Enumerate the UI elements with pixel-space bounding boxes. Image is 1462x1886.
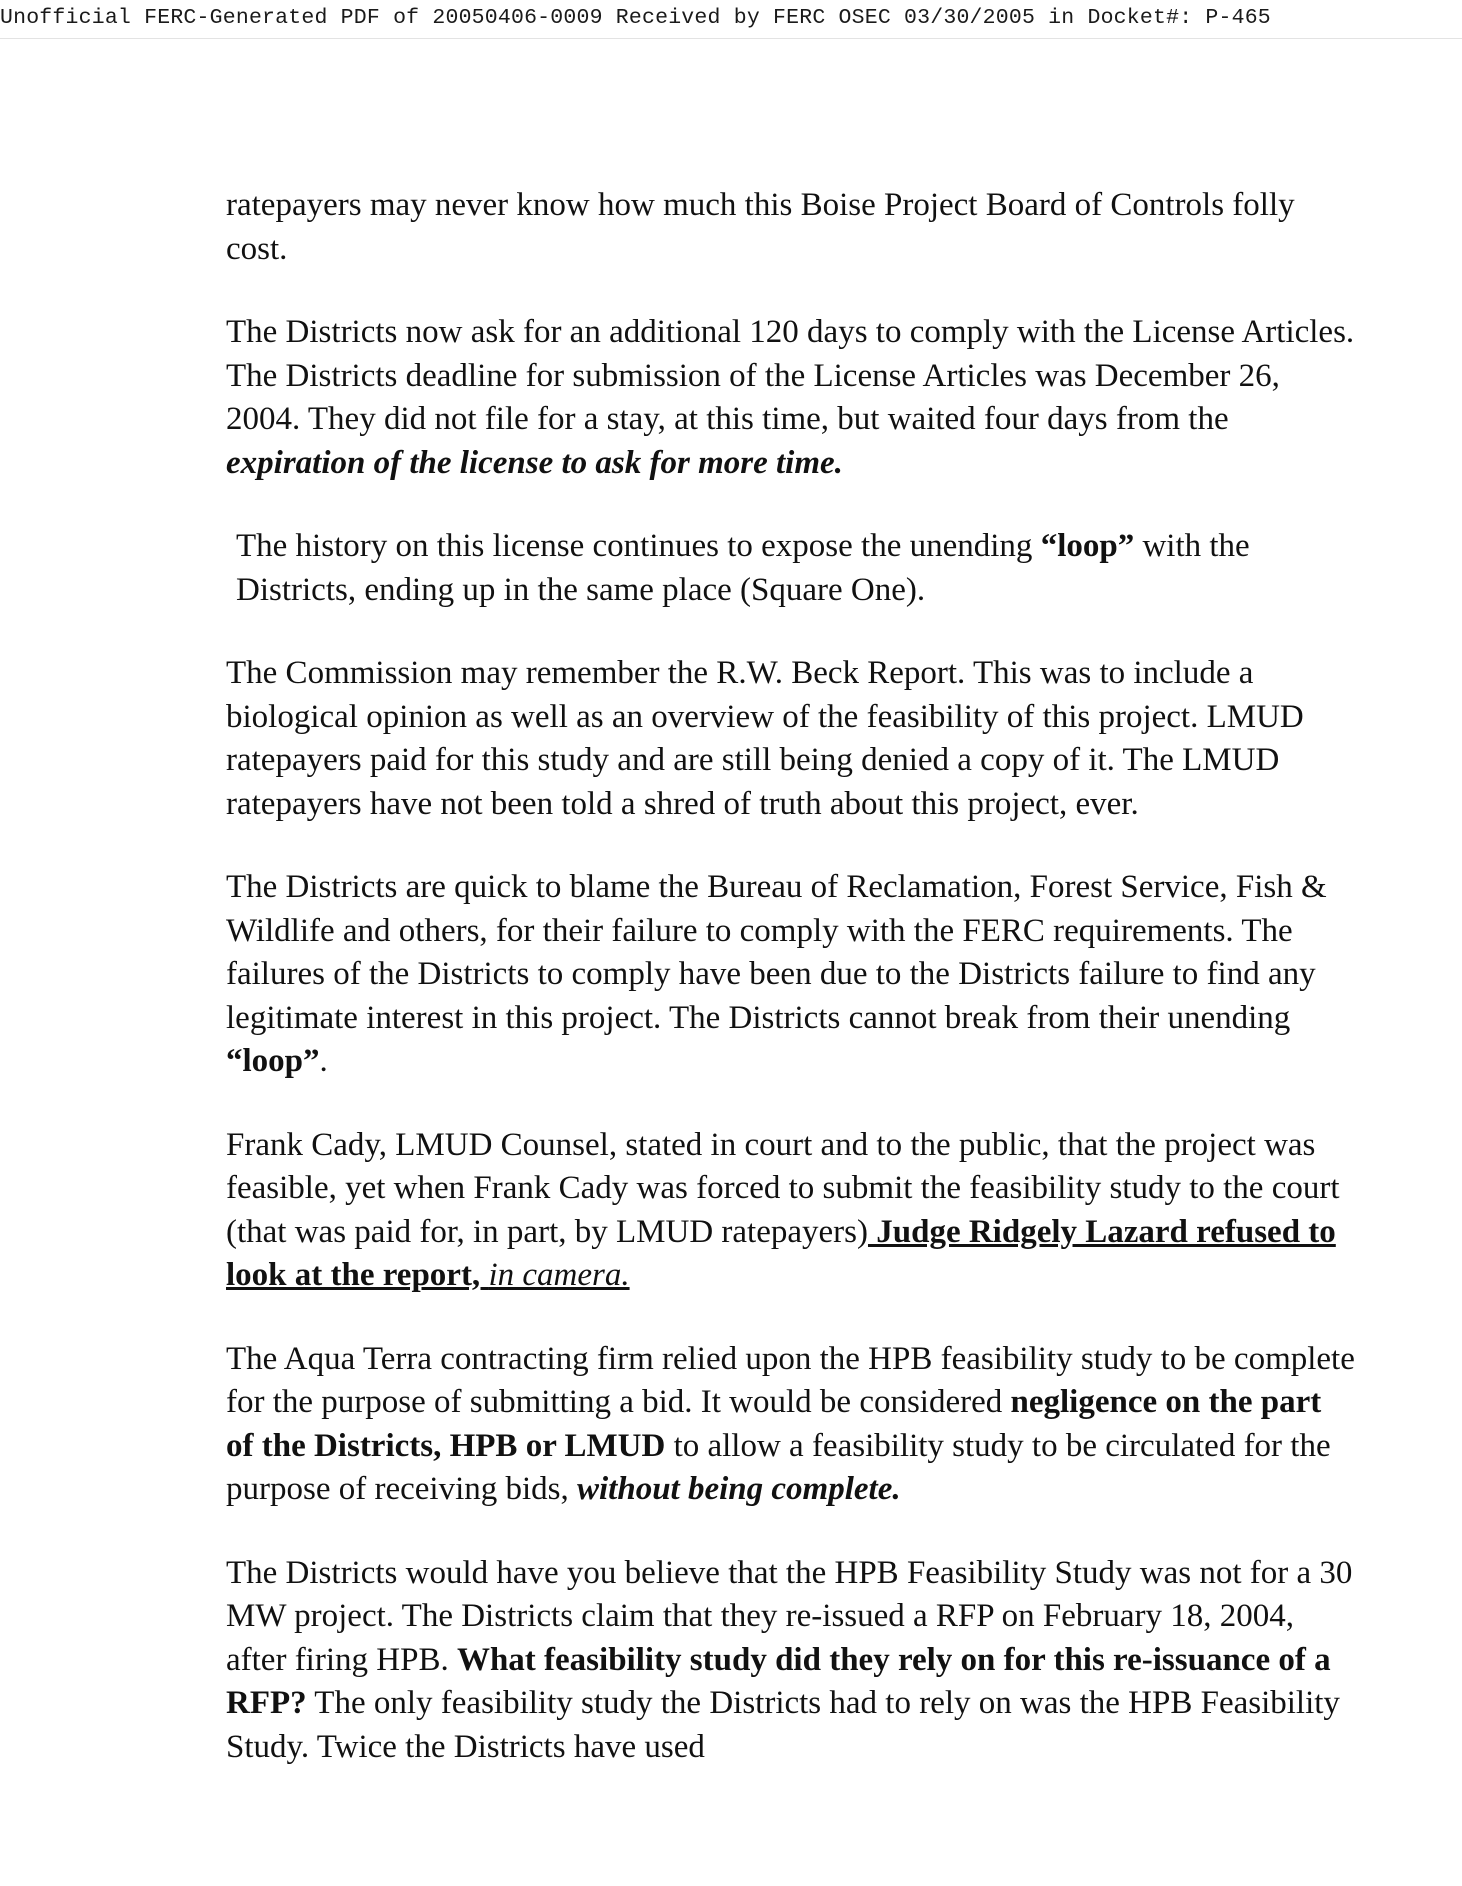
paragraph-text: The only feasibility study the Districts had to rely on was the HPB Feasibility Study. Twice the Districts have used	[226, 1685, 1340, 1765]
paragraph-hpb-study	[226, 1552, 1356, 1770]
emphasis-text: without being complete.	[577, 1471, 901, 1507]
paragraph-text: Frank Cady, LMUD Counsel, stated in court and to the public, that the project was feasible, yet when Frank Cady was forced to submit the feasibility study to the court (that was paid for, in part, by LMUD ratepayers)	[226, 1126, 1340, 1250]
paragraph-text: The Districts now ask for an additional 120 days to comply with the License Articles. The Districts deadline for submission of the License Articles was December 26, 2004. They did not file for a stay, at this time, but waited four days from the	[226, 314, 1355, 437]
paragraph-text: The Districts are quick to blame the Bureau of Reclamation, Forest Service, Fish & Wildlife and others, for their failure to comply with the FERC requirements. The failures of the Districts to comply have been due to the Districts failure to find any legitimate interest in this project. The Districts cannot break from their unending	[226, 869, 1327, 1036]
header-divider	[0, 38, 1462, 39]
paragraph-frank-cady	[226, 1124, 1356, 1298]
paragraph-text: ratepayers may never know how much this Boise Project Board of Controls folly cost.	[226, 187, 1295, 267]
paragraph-text: with the Districts, ending up in the same place (Square One).	[236, 528, 1250, 608]
paragraph-text: The history on this license continues to expose the unending	[236, 528, 1041, 564]
emphasis-text: expiration of the license to ask for more time.	[226, 444, 843, 481]
paragraph-text: .	[319, 1043, 328, 1079]
underlined-italic-text: in camera.	[488, 1257, 630, 1293]
paragraph-text: The Commission may remember the R.W. Beck Report. This was to include a biological opinion as well as an overview of the feasibility of this project. LMUD ratepayers paid for this study and are still being denied a copy of it. The LMUD ratepayers have not been told a shred of truth about this project, ever.	[226, 655, 1304, 822]
paragraph-folly-cost	[226, 184, 1356, 271]
paragraph-text: to allow a feasibility study to be circulated for the purpose of receiving bids,	[226, 1427, 1331, 1507]
bold-question-text: What feasibility study did they rely on for this re-issuance of a RFP?	[226, 1641, 1331, 1721]
paragraph-additional-days	[226, 311, 1356, 485]
document-body	[226, 184, 1356, 1809]
bold-loop-text: “loop”	[226, 1043, 320, 1079]
bold-negligence-text: negligence on the part of the Districts, HPB or LMUD	[226, 1384, 1322, 1464]
underlined-bold-text: Judge Ridgely Lazard refused to look at the report,	[226, 1213, 1336, 1293]
paragraph-beck-report	[226, 652, 1356, 826]
paragraph-text: The Districts would have you believe that the HPB Feasibility Study was not for a 30 MW project. The Districts claim that they re-issued a RFP on February 18, 2004, after firing HPB.	[226, 1554, 1353, 1678]
paragraph-aqua-terra	[226, 1338, 1356, 1512]
bold-loop-text: “loop”	[1040, 528, 1135, 564]
paragraph-license-history	[226, 525, 1356, 612]
paragraph-text: The Aqua Terra contracting firm relied upon the HPB feasibility study to be complete for the purpose of submitting a bid. It would be considered	[226, 1340, 1355, 1420]
paragraph-blame	[226, 866, 1356, 1084]
ferc-header-stamp: Unofficial FERC-Generated PDF of 20050406-0009 Received by FERC OSEC 03/30/2005 in Docket#: P-465	[0, 6, 1271, 30]
